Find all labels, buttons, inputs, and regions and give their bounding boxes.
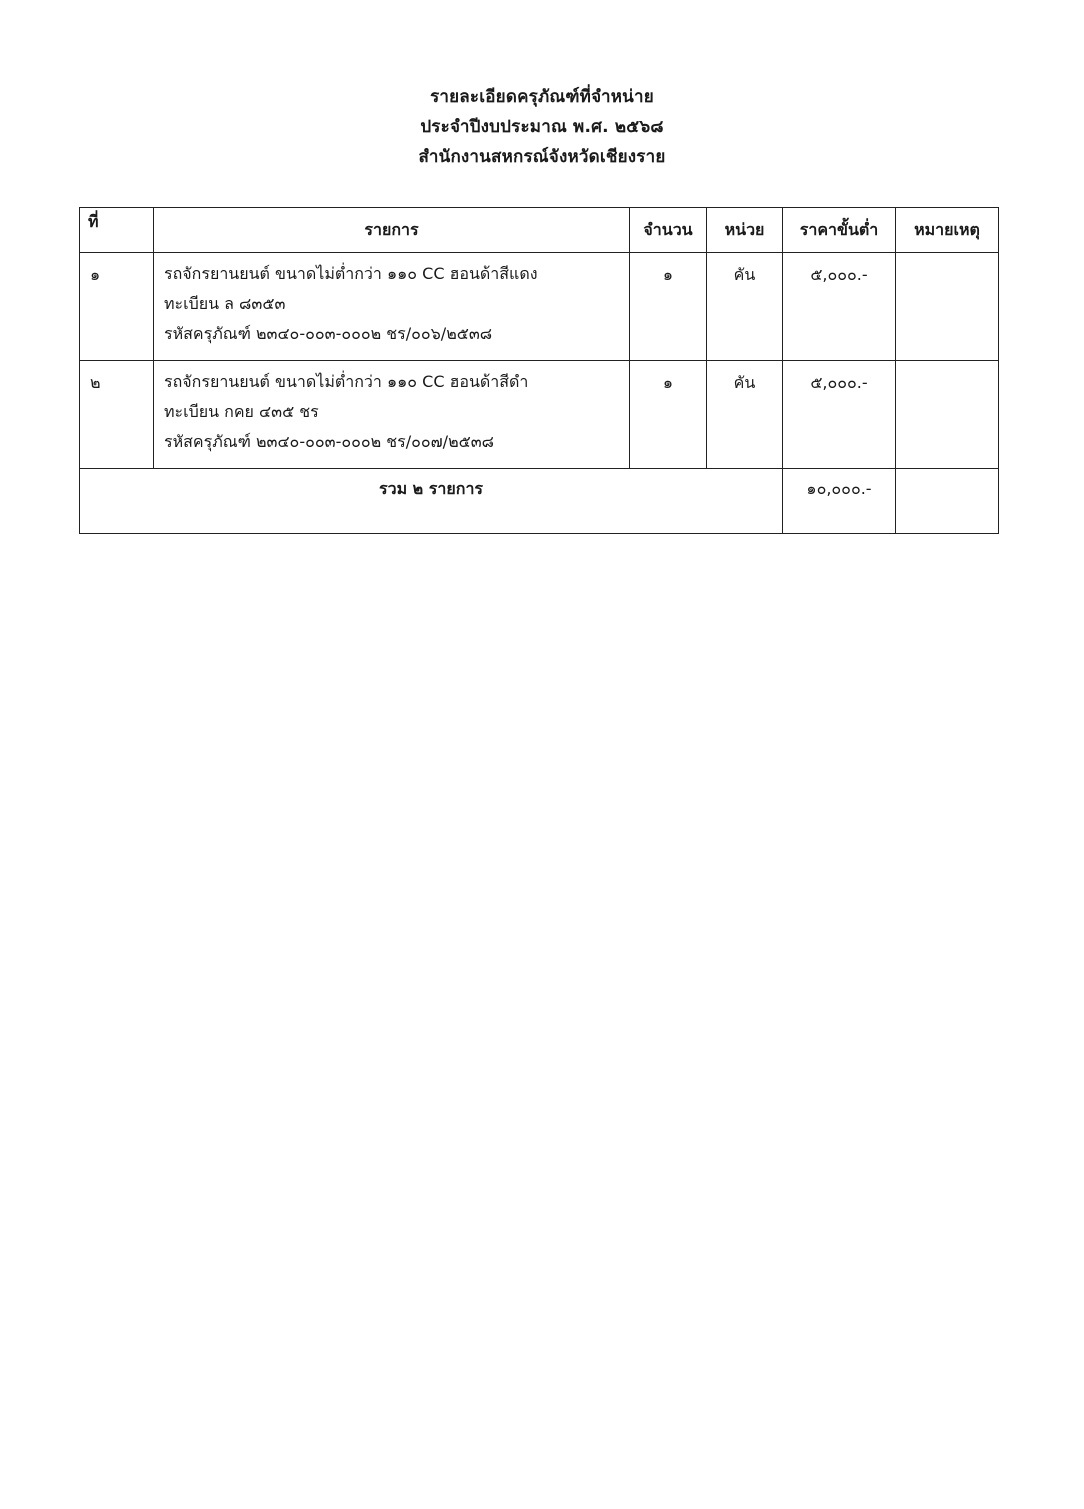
row-number: ๒ [80, 361, 154, 469]
item-min-price: ๕,๐๐๐.- [783, 253, 896, 361]
item-description [154, 253, 630, 361]
column-header-unit: หน่วย [707, 208, 783, 253]
item-unit: คัน [707, 253, 783, 361]
office-name: สำนักงานสหกรณ์จังหวัดเชียงราย [418, 147, 666, 167]
column-header-remark: หมายเหตุ [896, 208, 999, 253]
column-header-no: ที่ [80, 208, 154, 253]
table-row [80, 253, 999, 361]
item-registration-line: ทะเบียน กคย ๔๓๕ ชร [164, 402, 319, 421]
item-remark [896, 361, 999, 469]
item-description-line: รถจักรยานยนต์ ขนาดไม่ต่ำกว่า ๑๑๐ CC ฮอนด้าสีแดง [164, 264, 538, 283]
item-quantity: ๑ [630, 253, 707, 361]
document-header [0, 82, 1084, 172]
total-label: รวม ๒ รายการ [80, 469, 783, 534]
table-header-row [80, 208, 999, 253]
item-remark [896, 253, 999, 361]
table-row [80, 361, 999, 469]
total-min-price: ๑๐,๐๐๐.- [783, 469, 896, 534]
item-asset-code-line: รหัสครุภัณฑ์ ๒๓๔๐-๐๐๓-๐๐๐๒ ชร/๐๐๖/๒๕๓๘ [164, 324, 493, 343]
item-quantity: ๑ [630, 361, 707, 469]
column-header-qty: จำนวน [630, 208, 707, 253]
row-number: ๑ [80, 253, 154, 361]
item-min-price: ๕,๐๐๐.- [783, 361, 896, 469]
item-registration-line: ทะเบียน ล ๘๓๕๓ [164, 294, 286, 313]
column-header-min-price: ราคาขั้นต่ำ [783, 208, 896, 253]
total-remark [896, 469, 999, 534]
document-title: รายละเอียดครุภัณฑ์ที่จำหน่าย [430, 87, 654, 107]
fiscal-year-line: ประจำปีงบประมาณ พ.ศ. ๒๕๖๘ [420, 117, 664, 137]
total-row [80, 469, 999, 534]
item-description-line: รถจักรยานยนต์ ขนาดไม่ต่ำกว่า ๑๑๐ CC ฮอนด้าสีดำ [164, 372, 529, 391]
item-description [154, 361, 630, 469]
item-asset-code-line: รหัสครุภัณฑ์ ๒๓๔๐-๐๐๓-๐๐๐๒ ชร/๐๐๗/๒๕๓๘ [164, 432, 494, 451]
column-header-item: รายการ [154, 208, 630, 253]
item-unit: คัน [707, 361, 783, 469]
disposal-items-table [79, 207, 999, 534]
